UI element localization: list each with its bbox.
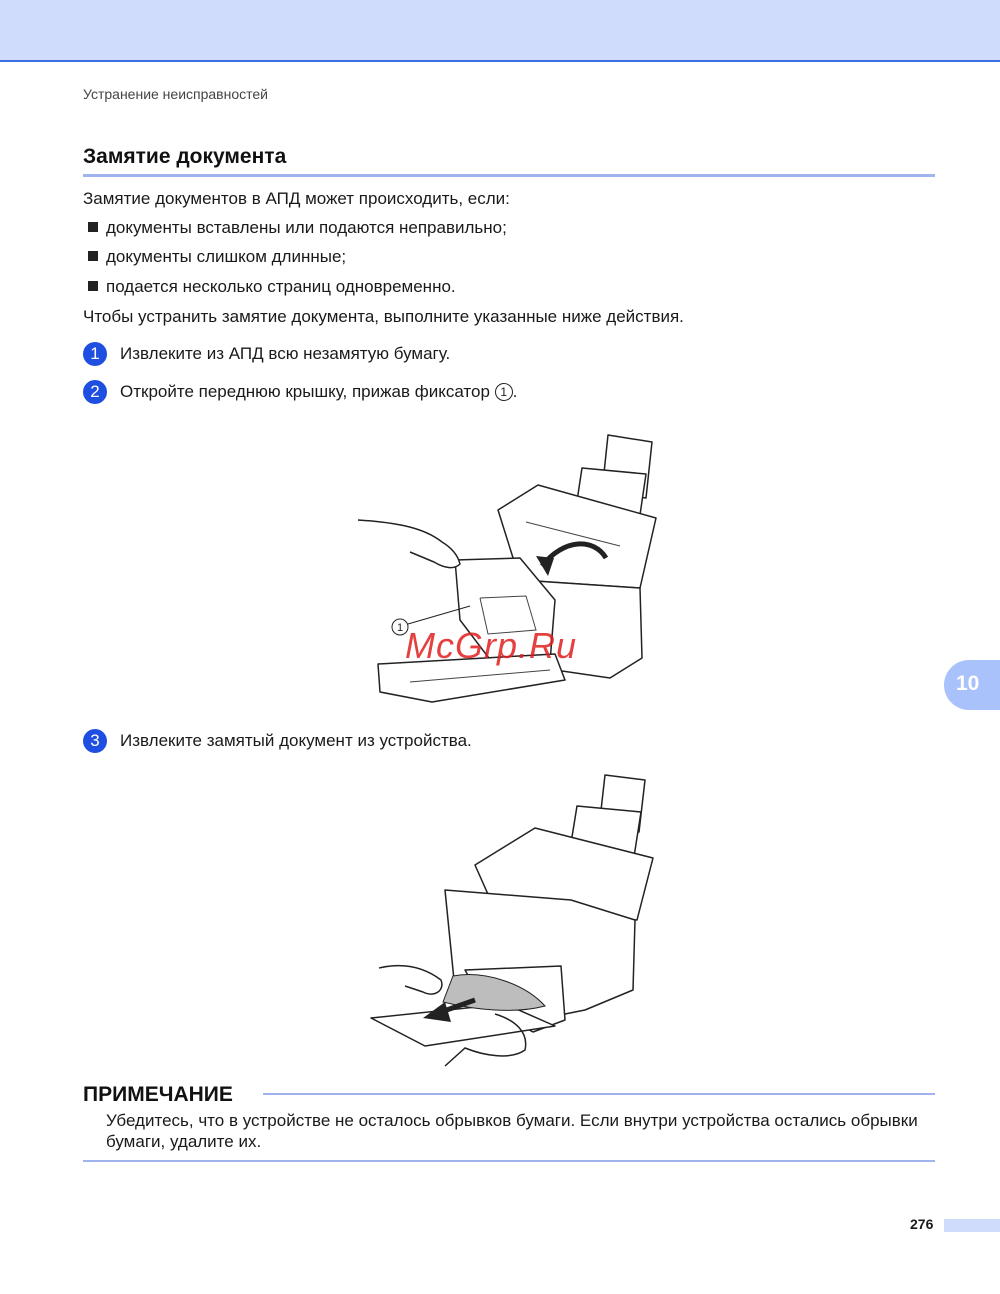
title-rule — [83, 174, 935, 177]
note-rule-top — [263, 1093, 935, 1095]
step-number-badge: 2 — [83, 380, 107, 404]
bullet-square-icon — [88, 222, 98, 232]
page-number: 276 — [910, 1216, 934, 1232]
running-head: Устранение неисправностей — [83, 86, 268, 102]
bullet-text: документы слишком длинные; — [106, 247, 347, 266]
step-number-badge: 3 — [83, 729, 107, 753]
bullet-item — [88, 277, 456, 297]
bullet-text: подается несколько страниц одновременно. — [106, 277, 456, 296]
watermark: McGrp.Ru — [405, 625, 578, 666]
step-number-badge: 1 — [83, 342, 107, 366]
chapter-tab — [944, 660, 1000, 710]
step-text: Извлеките замятый документ из устройства. — [120, 731, 472, 750]
bullet-item — [88, 247, 346, 267]
step-text — [120, 382, 517, 402]
left-hand — [379, 966, 442, 994]
bullet-square-icon — [88, 281, 98, 291]
note-rule-bottom — [83, 1160, 935, 1162]
footer-bar — [944, 1219, 1000, 1232]
note-text: Убедитесь, что в устройстве не осталось обрывков бумаги. Если внутри устройства остались обрывки бумаги, удалите их. — [106, 1111, 918, 1151]
intro-text: Замятие документов в АПД может происходить, если: — [83, 189, 510, 208]
callout-label: 1 — [396, 622, 404, 634]
step-text-suffix: . — [512, 382, 518, 401]
step-text-main: Откройте переднюю крышку, прижав фиксатор — [120, 382, 490, 401]
instruction-text: Чтобы устранить замятие документа, выполните указанные ниже действия. — [83, 307, 684, 326]
figure-remove-jammed-document — [365, 770, 665, 1070]
note-title: ПРИМЕЧАНИЕ — [83, 1083, 233, 1106]
bullet-square-icon — [88, 251, 98, 261]
bullet-item — [88, 218, 507, 238]
section-title: Замятие документа — [83, 145, 287, 168]
header-band — [0, 0, 1000, 62]
hand-pressing-latch — [358, 520, 460, 568]
circled-ref-1: 1 — [495, 383, 513, 401]
bullet-text: документы вставлены или подаются неправильно; — [106, 218, 507, 237]
chapter-number: 10 — [956, 672, 980, 695]
step-text: Извлеките из АПД всю незамятую бумагу. — [120, 344, 451, 363]
